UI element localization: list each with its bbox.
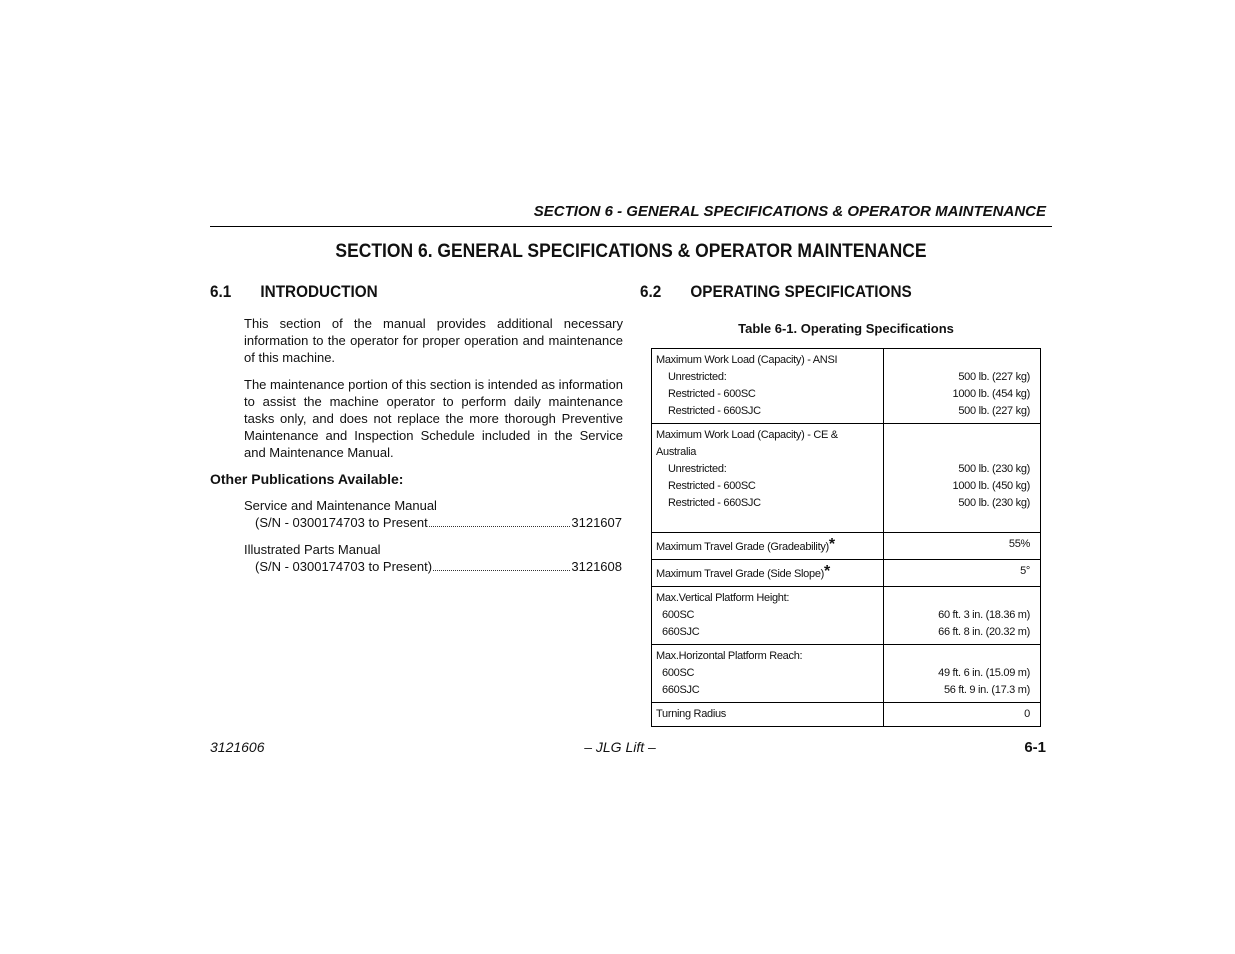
spec-label-line: Turning Radius <box>656 708 726 720</box>
ops-heading <box>640 282 912 302</box>
spec-value <box>884 586 1041 644</box>
ops-heading-number: 6.2 <box>640 282 662 301</box>
spec-value <box>884 348 1041 423</box>
spec-label-line: Unrestricted: <box>668 371 727 383</box>
spec-label-line: Max.Vertical Platform Height: <box>656 592 790 604</box>
spec-label <box>651 348 884 423</box>
spec-label-line: Max.Horizontal Platform Reach: <box>656 650 803 662</box>
publication-item <box>244 541 622 575</box>
spec-label-line: Restricted - 660SJC <box>668 497 761 509</box>
spec-label-line: Unrestricted: <box>668 463 727 475</box>
spec-label <box>651 559 884 586</box>
spec-label <box>651 702 884 727</box>
spec-row <box>651 532 1041 559</box>
dot-leader <box>433 558 570 571</box>
spec-value-line: 1000 lb. (454 kg) <box>952 388 1030 400</box>
spec-value-line <box>888 590 1030 607</box>
footer-center: – JLG Lift – <box>584 739 656 755</box>
spec-label-line: 600SC <box>662 667 695 679</box>
spec-value-line: 5° <box>1020 565 1030 577</box>
spec-label <box>651 532 884 559</box>
spec-label-line: 660SJC <box>662 684 700 696</box>
spec-value-line: 49 ft. 6 in. (15.09 m) <box>938 667 1030 679</box>
spec-row <box>651 348 1041 423</box>
spec-value-line: 500 lb. (230 kg) <box>958 497 1030 509</box>
spec-value-line: 60 ft. 3 in. (18.36 m) <box>938 609 1030 621</box>
intro-heading <box>210 282 378 302</box>
publication-number: 3121607 <box>571 515 622 530</box>
spec-label <box>651 423 884 532</box>
publication-title: Illustrated Parts Manual <box>244 542 381 557</box>
spec-label-line: Maximum Work Load (Capacity) - CE & Australia <box>656 429 838 458</box>
spec-value <box>884 423 1041 532</box>
operating-specifications-table <box>651 348 1041 727</box>
spec-value-line: 500 lb. (230 kg) <box>958 463 1030 475</box>
spec-value-line <box>888 427 1030 444</box>
spec-label-line: 660SJC <box>662 626 700 638</box>
spec-row <box>651 559 1041 586</box>
spec-label-line: Maximum Travel Grade (Side Slope) <box>656 568 824 580</box>
intro-heading-title: INTRODUCTION <box>260 282 378 301</box>
spec-label-line: Maximum Work Load (Capacity) - ANSI <box>656 354 838 366</box>
spec-value <box>884 559 1041 586</box>
publications-heading: Other Publications Available: <box>210 471 404 487</box>
publication-serial: (S/N - 0300174703 to Present) <box>255 559 433 574</box>
spec-value-line: 66 ft. 8 in. (20.32 m) <box>938 626 1030 638</box>
spec-label-line: 600SC <box>662 609 695 621</box>
spec-value-line: 55% <box>1008 538 1030 550</box>
section-title: SECTION 6. GENERAL SPECIFICATIONS & OPERATOR MAINTENANCE <box>335 241 927 262</box>
spec-value <box>884 644 1041 702</box>
intro-paragraph-1: This section of the manual provides additional necessary information to the operator for proper operation and maintenance of this machine. <box>244 316 623 365</box>
spec-row <box>651 644 1041 702</box>
publication-number: 3121608 <box>571 559 622 574</box>
intro-paragraph-2: The maintenance portion of this section is intended as information to assist the machine operator to perform daily maintenance tasks only, and does not replace the more thorough Preventive Maintenance and Inspection Schedule included in the Service and Maintenance Manual. <box>244 377 623 460</box>
publication-item <box>244 497 622 531</box>
spec-label <box>651 586 884 644</box>
spec-label-line <box>656 512 879 529</box>
spec-value <box>884 702 1041 727</box>
footer-page-number: 6-1 <box>1024 739 1046 756</box>
publication-title: Service and Maintenance Manual <box>244 498 437 513</box>
spec-label-line: Maximum Travel Grade (Gradeability) <box>656 541 829 553</box>
spec-value-line <box>888 352 1030 369</box>
spec-label-line: Restricted - 600SC <box>668 480 756 492</box>
spec-value <box>884 532 1041 559</box>
spec-label <box>651 644 884 702</box>
spec-row <box>651 586 1041 644</box>
spec-label-line: Restricted - 660SJC <box>668 405 761 417</box>
spec-value-line: 500 lb. (227 kg) <box>958 371 1030 383</box>
spec-value-line: 500 lb. (227 kg) <box>958 405 1030 417</box>
ops-heading-title: OPERATING SPECIFICATIONS <box>690 282 912 301</box>
footer-doc-number: 3121606 <box>210 739 265 755</box>
spec-value-line: 1000 lb. (450 kg) <box>952 480 1030 492</box>
asterisk-note-marker: * <box>828 536 835 553</box>
spec-row <box>651 423 1041 532</box>
spec-value-line <box>888 444 1030 461</box>
dot-leader <box>429 514 571 527</box>
spec-value-line: 0 <box>1024 708 1030 720</box>
intro-heading-number: 6.1 <box>210 282 232 301</box>
publication-serial: (S/N - 0300174703 to Present <box>255 515 428 530</box>
header-rule <box>210 226 1052 227</box>
spec-value-line: 56 ft. 9 in. (17.3 m) <box>943 684 1030 696</box>
spec-label-line: Restricted - 600SC <box>668 388 756 400</box>
spec-value-line <box>888 648 1030 665</box>
asterisk-note-marker: * <box>824 563 830 580</box>
spec-row <box>651 702 1041 727</box>
table-caption: Table 6-1. Operating Specifications <box>738 321 954 336</box>
running-header: SECTION 6 - GENERAL SPECIFICATIONS & OPERATOR MAINTENANCE <box>533 203 1046 220</box>
